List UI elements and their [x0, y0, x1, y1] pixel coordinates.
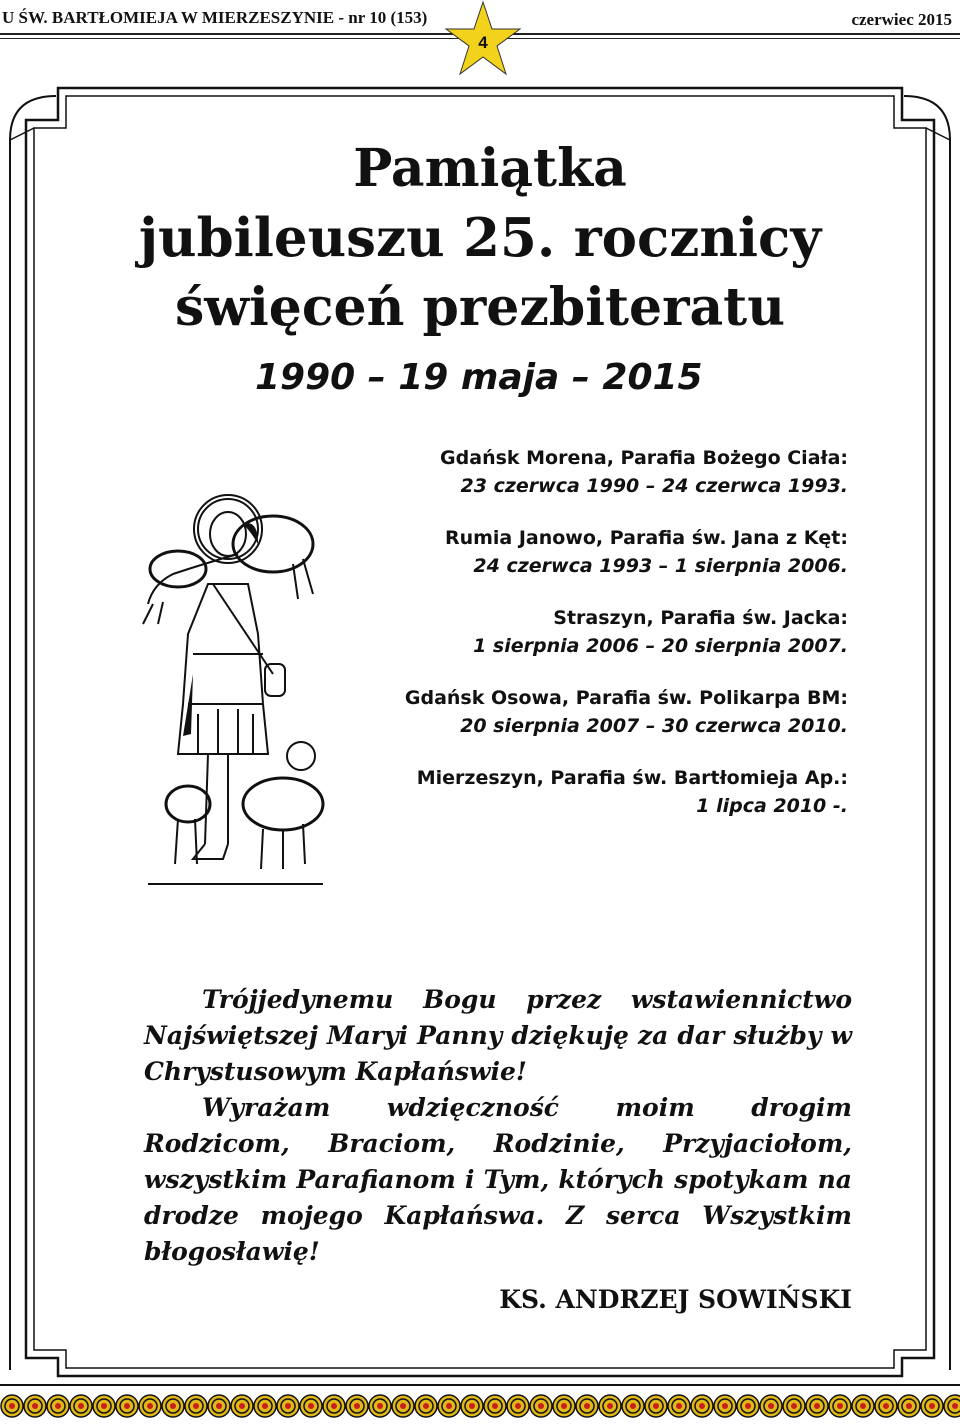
list-item	[328, 684, 848, 740]
ornament-medallion	[231, 1395, 253, 1417]
list-item	[328, 444, 848, 500]
ornament-medallion	[139, 1395, 161, 1417]
parish-name: Rumia Janowo, Parafia św. Jana z Kęt:	[444, 527, 848, 549]
list-item	[328, 604, 848, 660]
ornament-medallion	[553, 1395, 575, 1417]
ornament-medallion	[691, 1395, 713, 1417]
ornament-medallion	[300, 1395, 322, 1417]
parish-list	[328, 444, 848, 844]
ornament-medallion	[254, 1395, 276, 1417]
ornament-medallion	[208, 1395, 230, 1417]
page-number: 4	[478, 33, 488, 52]
ornament-medallion	[944, 1395, 960, 1417]
ornament-medallion	[852, 1395, 874, 1417]
title-line-1: Pamiątka	[353, 138, 627, 199]
ornament-medallion	[162, 1395, 184, 1417]
issue-date: czerwiec 2015	[851, 10, 952, 29]
ornament-medallion	[415, 1395, 437, 1417]
ornament-medallion	[875, 1395, 897, 1417]
ornament-medallion	[576, 1395, 598, 1417]
parish-dates: 23 czerwca 1990 – 24 czerwca 1993.	[460, 475, 848, 497]
ornament-medallion	[507, 1395, 529, 1417]
jubilee-dates: 1990 – 19 maja – 2015	[255, 357, 703, 398]
parish-dates: 20 sierpnia 2007 – 30 czerwca 2010.	[460, 715, 848, 737]
ornament-medallion	[668, 1395, 690, 1417]
ornament-medallion	[714, 1395, 736, 1417]
ornament-medallion	[323, 1395, 345, 1417]
ornament-medallion	[392, 1395, 414, 1417]
parish-dates: 1 lipca 2010 -.	[696, 795, 848, 817]
parish-name: Gdańsk Morena, Parafia Bożego Ciała:	[440, 447, 848, 469]
list-item	[328, 764, 848, 820]
thanksgiving-message	[144, 982, 852, 1270]
parish-name: Gdańsk Osowa, Parafia św. Polikarpa BM:	[404, 687, 848, 709]
message-paragraph-2: Wyrażam wdzięczność moim drogim Rodzicom, Braciom, Rodzinie, Przyjaciołom, wszystkim Parafianom i Tym, których spotykam na drodze mojego Kapłańswa. Z serca Wszystkim błogosławię!	[144, 1093, 852, 1266]
ornament-medallion	[622, 1395, 644, 1417]
parish-dates: 24 czerwca 1993 – 1 sierpnia 2006.	[473, 555, 848, 577]
ornament-medallion	[346, 1395, 368, 1417]
message-paragraph-1: Trójjedynemu Bogu przez wstawiennictwo Najświętszej Maryi Panny dziękuję za dar służby w Chrystusowym Kapłańswie!	[144, 985, 852, 1086]
ornament-medallion	[783, 1395, 805, 1417]
ornament-medallion	[116, 1395, 138, 1417]
ornament-medallion	[760, 1395, 782, 1417]
ornament-medallion	[1, 1395, 23, 1417]
list-item	[328, 524, 848, 580]
ornament-medallion	[921, 1395, 943, 1417]
ornament-medallion	[806, 1395, 828, 1417]
ornament-medallion	[24, 1395, 46, 1417]
parish-name: Straszyn, Parafia św. Jacka:	[553, 607, 848, 629]
page-number-star	[444, 0, 522, 78]
ornament-medallion	[70, 1395, 92, 1417]
ornament-medallion	[47, 1395, 69, 1417]
ornament-medallion	[737, 1395, 759, 1417]
ornament-medallion	[484, 1395, 506, 1417]
ornament-medallion	[829, 1395, 851, 1417]
ornament-medallion	[645, 1395, 667, 1417]
good-shepherd-illustration	[133, 474, 333, 894]
ornament-medallion	[369, 1395, 391, 1417]
ornament-medallion	[185, 1395, 207, 1417]
ornament-border	[0, 1383, 960, 1426]
title-line-2: jubileuszu 25. rocznicy	[138, 207, 822, 269]
ornament-medallion	[461, 1395, 483, 1417]
parish-dates: 1 sierpnia 2006 – 20 sierpnia 2007.	[473, 635, 848, 657]
signature: KS. ANDRZEJ SOWIŃSKI	[499, 1285, 852, 1314]
parish-name: Mierzeszyn, Parafia św. Bartłomieja Ap.:	[416, 767, 848, 789]
ornament-medallion	[438, 1395, 460, 1417]
ornament-medallion	[277, 1395, 299, 1417]
title-line-3: święceń prezbiteratu	[174, 277, 786, 338]
ornament-medallion	[599, 1395, 621, 1417]
ornament-medallion	[530, 1395, 552, 1417]
ornament-medallion	[93, 1395, 115, 1417]
ornament-medallion	[898, 1395, 920, 1417]
newsletter-title: U ŚW. BARTŁOMIEJA W MIERZESZYNIE - nr 10 (153)	[2, 8, 428, 27]
